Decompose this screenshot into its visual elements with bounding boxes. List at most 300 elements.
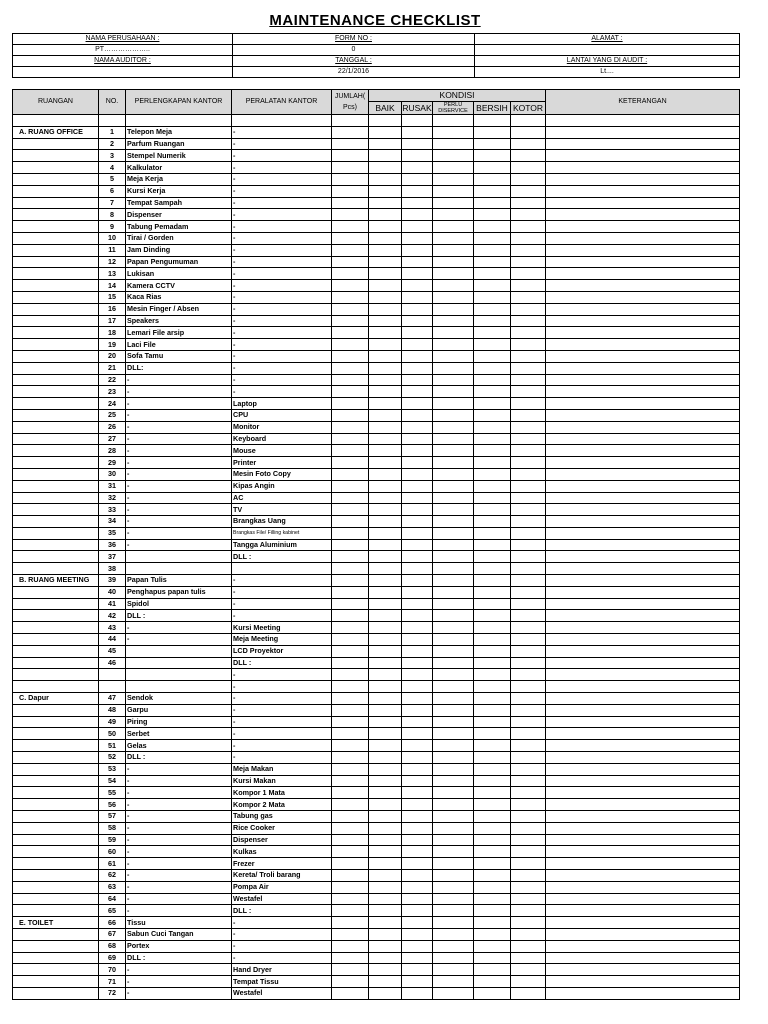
jumlah-cell[interactable] (332, 244, 369, 256)
jumlah-cell[interactable] (332, 398, 369, 410)
baik-cell[interactable] (369, 811, 402, 823)
jumlah-cell[interactable] (332, 740, 369, 752)
bersih-cell[interactable] (474, 115, 511, 127)
perlu-cell[interactable] (433, 928, 474, 940)
keterangan-cell[interactable] (546, 893, 740, 905)
baik-cell[interactable] (369, 952, 402, 964)
rusak-cell[interactable] (402, 232, 433, 244)
keterangan-cell[interactable] (546, 881, 740, 893)
baik-cell[interactable] (369, 598, 402, 610)
keterangan-cell[interactable] (546, 940, 740, 952)
rusak-cell[interactable] (402, 870, 433, 882)
baik-cell[interactable] (369, 327, 402, 339)
kotor-cell[interactable] (511, 315, 546, 327)
rusak-cell[interactable] (402, 622, 433, 634)
rusak-cell[interactable] (402, 244, 433, 256)
keterangan-cell[interactable] (546, 622, 740, 634)
kotor-cell[interactable] (511, 987, 546, 999)
jumlah-cell[interactable] (332, 516, 369, 528)
rusak-cell[interactable] (402, 551, 433, 563)
keterangan-cell[interactable] (546, 917, 740, 929)
rusak-cell[interactable] (402, 811, 433, 823)
keterangan-cell[interactable] (546, 232, 740, 244)
jumlah-cell[interactable] (332, 811, 369, 823)
rusak-cell[interactable] (402, 268, 433, 280)
kotor-cell[interactable] (511, 563, 546, 575)
bersih-cell[interactable] (474, 693, 511, 705)
bersih-cell[interactable] (474, 952, 511, 964)
rusak-cell[interactable] (402, 657, 433, 669)
baik-cell[interactable] (369, 987, 402, 999)
keterangan-cell[interactable] (546, 374, 740, 386)
perlu-cell[interactable] (433, 433, 474, 445)
jumlah-cell[interactable] (332, 492, 369, 504)
nama-perusahaan-value[interactable]: PT……………….. (13, 45, 233, 56)
bersih-cell[interactable] (474, 681, 511, 693)
jumlah-cell[interactable] (332, 622, 369, 634)
jumlah-cell[interactable] (332, 881, 369, 893)
kotor-cell[interactable] (511, 669, 546, 681)
baik-cell[interactable] (369, 504, 402, 516)
kotor-cell[interactable] (511, 905, 546, 917)
perlu-cell[interactable] (433, 327, 474, 339)
rusak-cell[interactable] (402, 704, 433, 716)
keterangan-cell[interactable] (546, 150, 740, 162)
kotor-cell[interactable] (511, 952, 546, 964)
keterangan-cell[interactable] (546, 822, 740, 834)
rusak-cell[interactable] (402, 905, 433, 917)
rusak-cell[interactable] (402, 362, 433, 374)
baik-cell[interactable] (369, 870, 402, 882)
perlu-cell[interactable] (433, 952, 474, 964)
kotor-cell[interactable] (511, 539, 546, 551)
baik-cell[interactable] (369, 362, 402, 374)
perlu-cell[interactable] (433, 586, 474, 598)
keterangan-cell[interactable] (546, 551, 740, 563)
keterangan-cell[interactable] (546, 386, 740, 398)
kotor-cell[interactable] (511, 858, 546, 870)
kotor-cell[interactable] (511, 162, 546, 174)
keterangan-cell[interactable] (546, 244, 740, 256)
kotor-cell[interactable] (511, 480, 546, 492)
baik-cell[interactable] (369, 716, 402, 728)
kotor-cell[interactable] (511, 693, 546, 705)
bersih-cell[interactable] (474, 162, 511, 174)
perlu-cell[interactable] (433, 492, 474, 504)
perlu-cell[interactable] (433, 716, 474, 728)
keterangan-cell[interactable] (546, 846, 740, 858)
rusak-cell[interactable] (402, 610, 433, 622)
baik-cell[interactable] (369, 681, 402, 693)
bersih-cell[interactable] (474, 421, 511, 433)
baik-cell[interactable] (369, 586, 402, 598)
jumlah-cell[interactable] (332, 952, 369, 964)
kotor-cell[interactable] (511, 716, 546, 728)
kotor-cell[interactable] (511, 586, 546, 598)
keterangan-cell[interactable] (546, 303, 740, 315)
jumlah-cell[interactable] (332, 291, 369, 303)
bersih-cell[interactable] (474, 716, 511, 728)
perlu-cell[interactable] (433, 799, 474, 811)
jumlah-cell[interactable] (332, 964, 369, 976)
rusak-cell[interactable] (402, 126, 433, 138)
perlu-cell[interactable] (433, 209, 474, 221)
jumlah-cell[interactable] (332, 126, 369, 138)
bersih-cell[interactable] (474, 551, 511, 563)
jumlah-cell[interactable] (332, 386, 369, 398)
jumlah-cell[interactable] (332, 173, 369, 185)
bersih-cell[interactable] (474, 822, 511, 834)
kotor-cell[interactable] (511, 350, 546, 362)
rusak-cell[interactable] (402, 280, 433, 292)
jumlah-cell[interactable] (332, 987, 369, 999)
keterangan-cell[interactable] (546, 752, 740, 764)
rusak-cell[interactable] (402, 822, 433, 834)
bersih-cell[interactable] (474, 315, 511, 327)
perlu-cell[interactable] (433, 787, 474, 799)
jumlah-cell[interactable] (332, 421, 369, 433)
rusak-cell[interactable] (402, 928, 433, 940)
baik-cell[interactable] (369, 763, 402, 775)
rusak-cell[interactable] (402, 197, 433, 209)
baik-cell[interactable] (369, 693, 402, 705)
baik-cell[interactable] (369, 244, 402, 256)
jumlah-cell[interactable] (332, 374, 369, 386)
bersih-cell[interactable] (474, 256, 511, 268)
perlu-cell[interactable] (433, 339, 474, 351)
bersih-cell[interactable] (474, 445, 511, 457)
perlu-cell[interactable] (433, 115, 474, 127)
baik-cell[interactable] (369, 126, 402, 138)
keterangan-cell[interactable] (546, 327, 740, 339)
rusak-cell[interactable] (402, 976, 433, 988)
jumlah-cell[interactable] (332, 752, 369, 764)
baik-cell[interactable] (369, 150, 402, 162)
perlu-cell[interactable] (433, 976, 474, 988)
kotor-cell[interactable] (511, 303, 546, 315)
jumlah-cell[interactable] (332, 575, 369, 587)
bersih-cell[interactable] (474, 940, 511, 952)
rusak-cell[interactable] (402, 527, 433, 539)
rusak-cell[interactable] (402, 575, 433, 587)
perlu-cell[interactable] (433, 704, 474, 716)
keterangan-cell[interactable] (546, 256, 740, 268)
bersih-cell[interactable] (474, 763, 511, 775)
bersih-cell[interactable] (474, 221, 511, 233)
keterangan-cell[interactable] (546, 763, 740, 775)
jumlah-cell[interactable] (332, 539, 369, 551)
rusak-cell[interactable] (402, 634, 433, 646)
keterangan-cell[interactable] (546, 634, 740, 646)
kotor-cell[interactable] (511, 728, 546, 740)
kotor-cell[interactable] (511, 291, 546, 303)
baik-cell[interactable] (369, 610, 402, 622)
baik-cell[interactable] (369, 468, 402, 480)
jumlah-cell[interactable] (332, 586, 369, 598)
baik-cell[interactable] (369, 138, 402, 150)
perlu-cell[interactable] (433, 221, 474, 233)
rusak-cell[interactable] (402, 940, 433, 952)
perlu-cell[interactable] (433, 834, 474, 846)
jumlah-cell[interactable] (332, 232, 369, 244)
rusak-cell[interactable] (402, 846, 433, 858)
perlu-cell[interactable] (433, 740, 474, 752)
jumlah-cell[interactable] (332, 551, 369, 563)
bersih-cell[interactable] (474, 126, 511, 138)
keterangan-cell[interactable] (546, 870, 740, 882)
bersih-cell[interactable] (474, 232, 511, 244)
kotor-cell[interactable] (511, 150, 546, 162)
kotor-cell[interactable] (511, 185, 546, 197)
baik-cell[interactable] (369, 728, 402, 740)
form-no-value[interactable]: 0 (233, 45, 475, 56)
bersih-cell[interactable] (474, 268, 511, 280)
perlu-cell[interactable] (433, 775, 474, 787)
jumlah-cell[interactable] (332, 728, 369, 740)
bersih-cell[interactable] (474, 728, 511, 740)
kotor-cell[interactable] (511, 870, 546, 882)
bersih-cell[interactable] (474, 516, 511, 528)
rusak-cell[interactable] (402, 209, 433, 221)
kotor-cell[interactable] (511, 740, 546, 752)
keterangan-cell[interactable] (546, 799, 740, 811)
perlu-cell[interactable] (433, 504, 474, 516)
kotor-cell[interactable] (511, 881, 546, 893)
kotor-cell[interactable] (511, 339, 546, 351)
kotor-cell[interactable] (511, 657, 546, 669)
jumlah-cell[interactable] (332, 763, 369, 775)
perlu-cell[interactable] (433, 468, 474, 480)
baik-cell[interactable] (369, 527, 402, 539)
jumlah-cell[interactable] (332, 350, 369, 362)
keterangan-cell[interactable] (546, 669, 740, 681)
baik-cell[interactable] (369, 645, 402, 657)
jumlah-cell[interactable] (332, 457, 369, 469)
bersih-cell[interactable] (474, 244, 511, 256)
rusak-cell[interactable] (402, 763, 433, 775)
baik-cell[interactable] (369, 303, 402, 315)
rusak-cell[interactable] (402, 964, 433, 976)
kotor-cell[interactable] (511, 244, 546, 256)
kotor-cell[interactable] (511, 752, 546, 764)
perlu-cell[interactable] (433, 598, 474, 610)
perlu-cell[interactable] (433, 527, 474, 539)
keterangan-cell[interactable] (546, 976, 740, 988)
baik-cell[interactable] (369, 492, 402, 504)
perlu-cell[interactable] (433, 516, 474, 528)
baik-cell[interactable] (369, 433, 402, 445)
rusak-cell[interactable] (402, 516, 433, 528)
rusak-cell[interactable] (402, 539, 433, 551)
rusak-cell[interactable] (402, 716, 433, 728)
keterangan-cell[interactable] (546, 126, 740, 138)
baik-cell[interactable] (369, 657, 402, 669)
kotor-cell[interactable] (511, 775, 546, 787)
bersih-cell[interactable] (474, 799, 511, 811)
perlu-cell[interactable] (433, 350, 474, 362)
jumlah-cell[interactable] (332, 138, 369, 150)
bersih-cell[interactable] (474, 586, 511, 598)
perlu-cell[interactable] (433, 291, 474, 303)
nama-auditor-value[interactable] (13, 67, 233, 78)
keterangan-cell[interactable] (546, 575, 740, 587)
keterangan-cell[interactable] (546, 704, 740, 716)
baik-cell[interactable] (369, 940, 402, 952)
keterangan-cell[interactable] (546, 468, 740, 480)
rusak-cell[interactable] (402, 350, 433, 362)
bersih-cell[interactable] (474, 492, 511, 504)
rusak-cell[interactable] (402, 339, 433, 351)
rusak-cell[interactable] (402, 303, 433, 315)
rusak-cell[interactable] (402, 445, 433, 457)
kotor-cell[interactable] (511, 811, 546, 823)
keterangan-cell[interactable] (546, 138, 740, 150)
baik-cell[interactable] (369, 752, 402, 764)
baik-cell[interactable] (369, 846, 402, 858)
rusak-cell[interactable] (402, 150, 433, 162)
kotor-cell[interactable] (511, 115, 546, 127)
kotor-cell[interactable] (511, 232, 546, 244)
keterangan-cell[interactable] (546, 539, 740, 551)
kotor-cell[interactable] (511, 409, 546, 421)
baik-cell[interactable] (369, 445, 402, 457)
keterangan-cell[interactable] (546, 858, 740, 870)
jumlah-cell[interactable] (332, 197, 369, 209)
baik-cell[interactable] (369, 551, 402, 563)
jumlah-cell[interactable] (332, 775, 369, 787)
jumlah-cell[interactable] (332, 905, 369, 917)
kotor-cell[interactable] (511, 327, 546, 339)
perlu-cell[interactable] (433, 185, 474, 197)
jumlah-cell[interactable] (332, 409, 369, 421)
perlu-cell[interactable] (433, 138, 474, 150)
keterangan-cell[interactable] (546, 409, 740, 421)
keterangan-cell[interactable] (546, 162, 740, 174)
perlu-cell[interactable] (433, 917, 474, 929)
keterangan-cell[interactable] (546, 645, 740, 657)
kotor-cell[interactable] (511, 575, 546, 587)
jumlah-cell[interactable] (332, 645, 369, 657)
kotor-cell[interactable] (511, 834, 546, 846)
alamat-value[interactable] (475, 45, 740, 56)
kotor-cell[interactable] (511, 138, 546, 150)
keterangan-cell[interactable] (546, 716, 740, 728)
baik-cell[interactable] (369, 799, 402, 811)
perlu-cell[interactable] (433, 681, 474, 693)
rusak-cell[interactable] (402, 185, 433, 197)
bersih-cell[interactable] (474, 339, 511, 351)
bersih-cell[interactable] (474, 634, 511, 646)
rusak-cell[interactable] (402, 138, 433, 150)
bersih-cell[interactable] (474, 386, 511, 398)
rusak-cell[interactable] (402, 468, 433, 480)
baik-cell[interactable] (369, 398, 402, 410)
baik-cell[interactable] (369, 232, 402, 244)
keterangan-cell[interactable] (546, 268, 740, 280)
keterangan-cell[interactable] (546, 563, 740, 575)
rusak-cell[interactable] (402, 987, 433, 999)
rusak-cell[interactable] (402, 834, 433, 846)
jumlah-cell[interactable] (332, 256, 369, 268)
kotor-cell[interactable] (511, 209, 546, 221)
baik-cell[interactable] (369, 197, 402, 209)
perlu-cell[interactable] (433, 551, 474, 563)
rusak-cell[interactable] (402, 162, 433, 174)
bersih-cell[interactable] (474, 858, 511, 870)
perlu-cell[interactable] (433, 244, 474, 256)
keterangan-cell[interactable] (546, 398, 740, 410)
perlu-cell[interactable] (433, 150, 474, 162)
keterangan-cell[interactable] (546, 221, 740, 233)
rusak-cell[interactable] (402, 775, 433, 787)
baik-cell[interactable] (369, 964, 402, 976)
jumlah-cell[interactable] (332, 704, 369, 716)
bersih-cell[interactable] (474, 752, 511, 764)
bersih-cell[interactable] (474, 575, 511, 587)
jumlah-cell[interactable] (332, 598, 369, 610)
perlu-cell[interactable] (433, 822, 474, 834)
keterangan-cell[interactable] (546, 445, 740, 457)
baik-cell[interactable] (369, 162, 402, 174)
perlu-cell[interactable] (433, 315, 474, 327)
keterangan-cell[interactable] (546, 350, 740, 362)
rusak-cell[interactable] (402, 409, 433, 421)
keterangan-cell[interactable] (546, 433, 740, 445)
bersih-cell[interactable] (474, 173, 511, 185)
baik-cell[interactable] (369, 115, 402, 127)
baik-cell[interactable] (369, 409, 402, 421)
perlu-cell[interactable] (433, 398, 474, 410)
keterangan-cell[interactable] (546, 421, 740, 433)
jumlah-cell[interactable] (332, 504, 369, 516)
rusak-cell[interactable] (402, 858, 433, 870)
keterangan-cell[interactable] (546, 952, 740, 964)
kotor-cell[interactable] (511, 893, 546, 905)
rusak-cell[interactable] (402, 480, 433, 492)
keterangan-cell[interactable] (546, 610, 740, 622)
perlu-cell[interactable] (433, 232, 474, 244)
bersih-cell[interactable] (474, 398, 511, 410)
kotor-cell[interactable] (511, 822, 546, 834)
perlu-cell[interactable] (433, 964, 474, 976)
rusak-cell[interactable] (402, 669, 433, 681)
perlu-cell[interactable] (433, 126, 474, 138)
rusak-cell[interactable] (402, 374, 433, 386)
kotor-cell[interactable] (511, 173, 546, 185)
perlu-cell[interactable] (433, 846, 474, 858)
bersih-cell[interactable] (474, 928, 511, 940)
keterangan-cell[interactable] (546, 586, 740, 598)
baik-cell[interactable] (369, 185, 402, 197)
bersih-cell[interactable] (474, 846, 511, 858)
perlu-cell[interactable] (433, 409, 474, 421)
perlu-cell[interactable] (433, 268, 474, 280)
keterangan-cell[interactable] (546, 527, 740, 539)
kotor-cell[interactable] (511, 681, 546, 693)
baik-cell[interactable] (369, 539, 402, 551)
bersih-cell[interactable] (474, 598, 511, 610)
jumlah-cell[interactable] (332, 362, 369, 374)
jumlah-cell[interactable] (332, 799, 369, 811)
bersih-cell[interactable] (474, 327, 511, 339)
rusak-cell[interactable] (402, 740, 433, 752)
baik-cell[interactable] (369, 280, 402, 292)
keterangan-cell[interactable] (546, 987, 740, 999)
jumlah-cell[interactable] (332, 221, 369, 233)
kotor-cell[interactable] (511, 610, 546, 622)
kotor-cell[interactable] (511, 940, 546, 952)
kotor-cell[interactable] (511, 598, 546, 610)
